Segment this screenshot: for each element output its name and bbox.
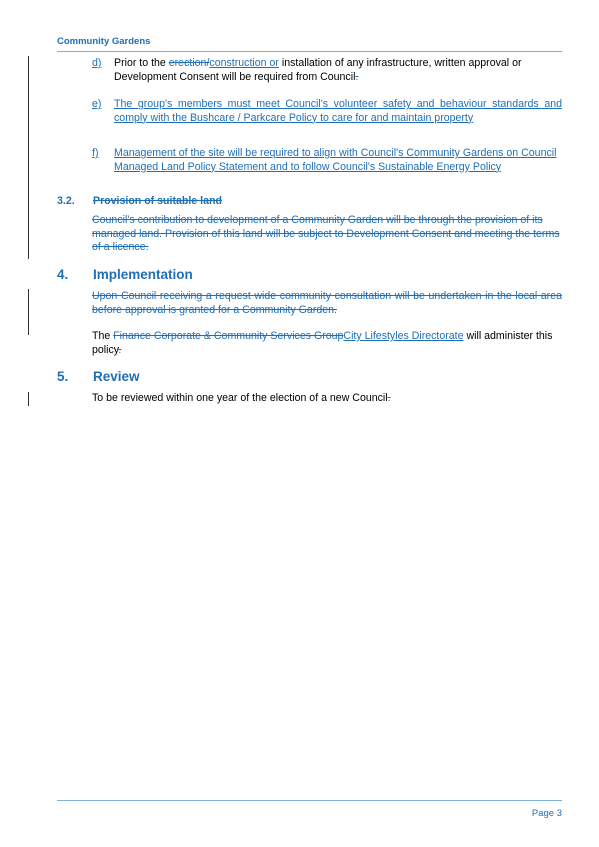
list-item-label: d): [92, 57, 102, 69]
change-bar: [28, 56, 29, 259]
section-3-2-body: Council's contribution to development of a Community Garden will be through the provision of its managed land. Provision of this land will be subject to Development Consent and meeting the terms of a licence.: [92, 214, 560, 254]
section-5-paragraph: To be reviewed within one year of the election of a new Council.: [92, 392, 391, 404]
heading-4: 4. Implementation: [57, 267, 193, 282]
list-item-text: Management of the site will be required to align with Council's Community Gardens on Council Managed Land Policy Statement and to follow Council's Sustainable Energy Policy: [114, 147, 557, 173]
list-item-text: Prior to the erection/construction or installation of any infrastructure, written approval or Development Consent will be required from Council.: [114, 57, 522, 83]
list-item-label: e): [92, 98, 102, 110]
section-4-paragraph-2: The Finance Corporate & Community Services GroupCity Lifestyles Directorate will administer this policy.: [92, 330, 553, 356]
page-number: Page 3: [531, 808, 562, 819]
list-item-d: [92, 57, 562, 84]
list-item-label: f): [92, 147, 99, 159]
list-item-text: The group's members must meet Council's volunteer safety and behaviour standards and comply with the Bushcare / Parkcare Policy to care for and maintain property: [114, 98, 562, 124]
header-rule: [57, 51, 562, 52]
footer-rule: [57, 800, 562, 801]
list-item-e: [92, 98, 562, 125]
header-title: Community Gardens: [57, 36, 151, 47]
subheading-3-2: 3.2. Provision of suitable land: [57, 195, 222, 207]
change-bar: [28, 392, 29, 406]
list-item-f: [92, 147, 562, 174]
heading-5: 5. Review: [57, 369, 140, 384]
change-bar: [28, 289, 29, 335]
section-4-paragraph-1: Upon Council receiving a request wide community consultation will be undertaken in the local area before approval is granted for a Community Garden.: [92, 290, 562, 316]
